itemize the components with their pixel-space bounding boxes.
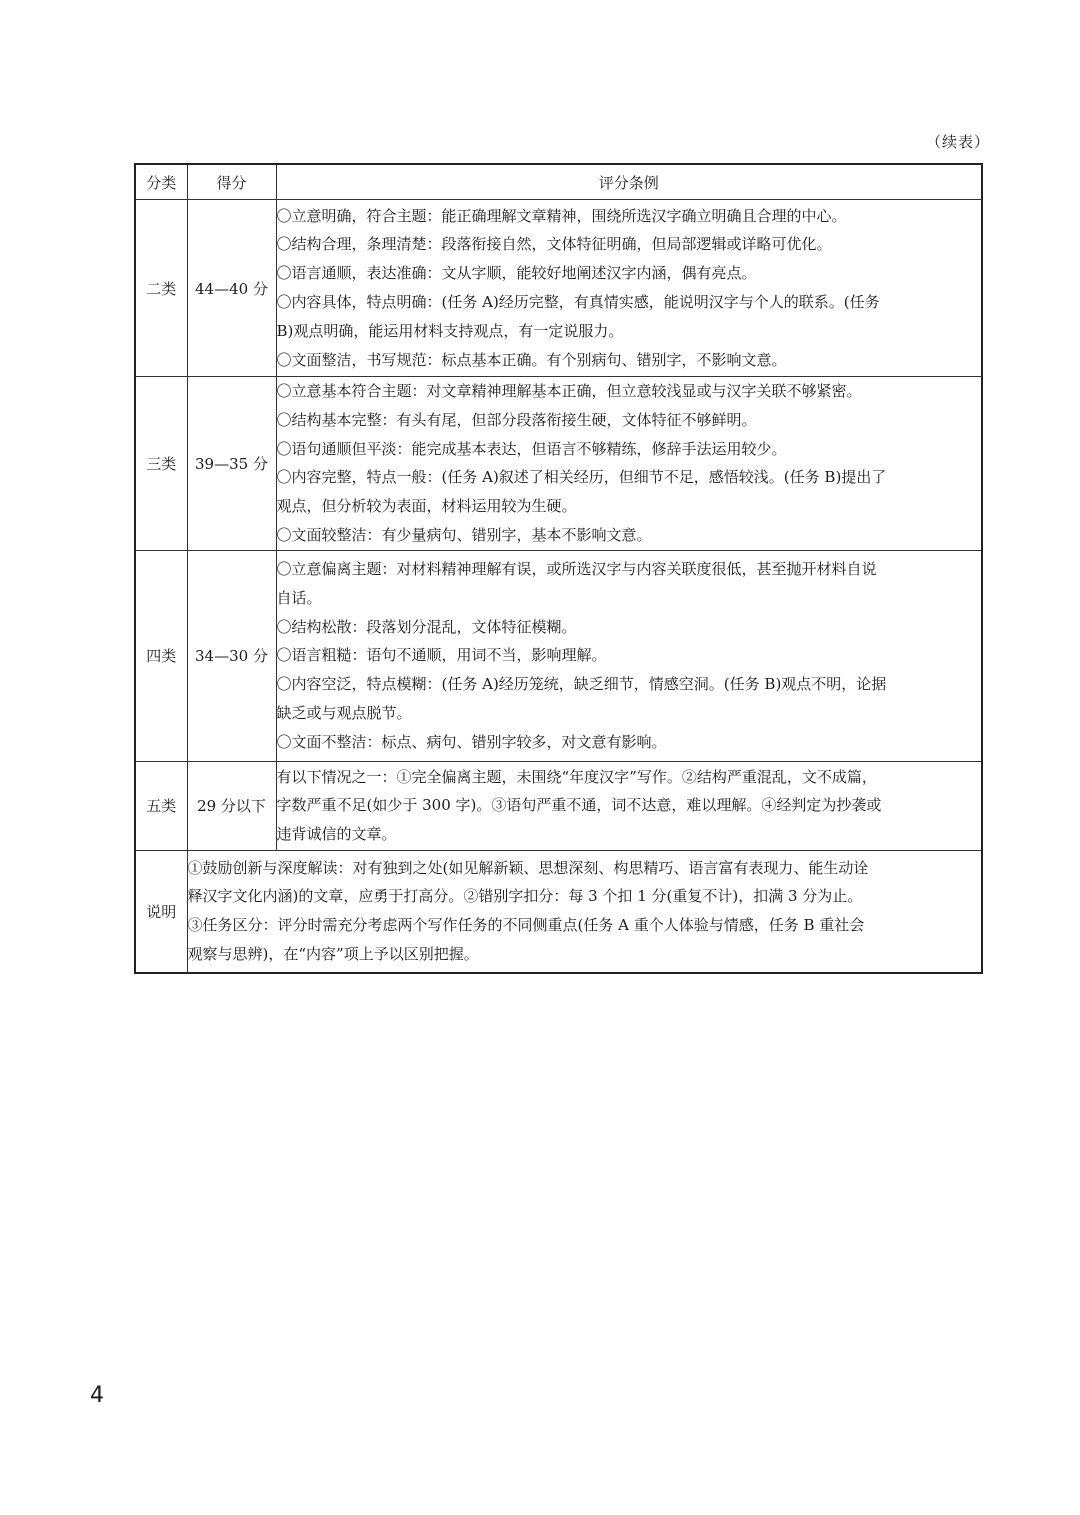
- note-line: 释汉字文化内涵)的文章，应勇于打高分。②错别字扣分：每 3 个扣 1 分(重复不计)，扣满 3 分为止。: [187, 887, 863, 906]
- note-line: ③任务区分：评分时需充分考虑两个写作任务的不同侧重点(任务 A 重个人体验与情感，任务 B 重社会: [187, 916, 865, 935]
- criteria-line: 〇文面不整洁：标点、病句、错别字较多，对文意有影响。: [276, 732, 667, 751]
- row-category: 五类: [135, 761, 187, 850]
- note-line: ①鼓励创新与深度解读：对有独到之处(如见解新颖、思想深刻、构思精巧、语言富有表现力、能生动诠: [187, 858, 869, 877]
- note-line: 观察与思辨)，在“内容”项上予以区别把握。: [187, 945, 479, 964]
- row-category: 四类: [135, 550, 187, 761]
- criteria-line: 〇文面整洁，书写规范：标点基本正确。有个别病句、错别字，不影响文意。: [276, 350, 787, 369]
- criteria-line: 〇内容空泛，特点模糊：(任务 A)经历笼统，缺乏细节，情感空洞。(任务 B)观点不明，论据: [276, 675, 887, 694]
- criteria-line: 〇语言粗糙：语句不通顺，用词不当，影响理解。: [276, 646, 607, 665]
- row-criteria: [276, 550, 982, 761]
- criteria-line: 〇内容完整，特点一般：(任务 A)叙述了相关经历，但细节不足，感悟较浅。(任务 B)提出了: [276, 468, 887, 487]
- row-category: 二类: [135, 200, 187, 377]
- criteria-line: 〇立意基本符合主题：对文章精神理解基本正确，但立意较浅显或与汉字关联不够紧密。: [276, 382, 862, 400]
- row-criteria: [276, 200, 982, 377]
- note-category: 说明: [135, 850, 187, 973]
- criteria-line: 〇立意偏离主题：对材料精神理解有误，或所选汉字与内容关联度很低，甚至抛开材料自说: [276, 559, 877, 578]
- criteria-line: 〇结构基本完整：有头有尾，但部分段落衔接生硬，文体特征不够鲜明。: [276, 410, 757, 429]
- criteria-line: 〇内容具体，特点明确：(任务 A)经历完整，有真情实感，能说明汉字与个人的联系。(任务: [276, 293, 880, 311]
- page-number: 4: [90, 1383, 104, 1408]
- table-row: [135, 377, 982, 551]
- row-score: 39—35 分: [187, 377, 276, 551]
- header-category: 分类: [135, 164, 187, 200]
- table-row-note: [135, 850, 982, 973]
- table-row: [135, 550, 982, 761]
- criteria-line: 〇语言通顺，表达准确：文从字顺，能较好地阐述汉字内涵，偶有亮点。: [276, 264, 757, 283]
- criteria-line: 〇立意明确，符合主题：能正确理解文章精神，围绕所选汉字确立明确且合理的中心。: [276, 206, 847, 225]
- criteria-line: 自话。: [276, 588, 322, 607]
- table-row: [135, 761, 982, 850]
- header-score: 得分: [187, 164, 276, 200]
- row-score: 34—30 分: [187, 550, 276, 761]
- note-text: [187, 850, 982, 973]
- row-score: 44—40 分: [187, 200, 276, 377]
- criteria-line: 〇结构合理，条理清楚：段落衔接自然，文体特征明确，但局部逻辑或详略可优化。: [276, 235, 832, 254]
- criteria-line: 〇语句通顺但平淡：能完成基本表达，但语言不够精练，修辞手法运用较少。: [276, 439, 787, 458]
- header-criteria: 评分条例: [276, 164, 982, 200]
- criteria-line: 缺乏或与观点脱节。: [276, 703, 412, 722]
- row-criteria: [276, 377, 982, 551]
- criteria-line: 〇文面较整洁：有少量病句、错别字，基本不影响文意。: [276, 525, 652, 544]
- criteria-line: 字数严重不足(如少于 300 字)。③语句严重不通，词不达意，难以理解。④经判定为抄袭或: [276, 796, 882, 815]
- row-category: 三类: [135, 377, 187, 551]
- continuation-note: （续表）: [925, 133, 990, 151]
- scoring-table: [134, 163, 983, 974]
- row-score: 29 分以下: [187, 761, 276, 850]
- criteria-line: 违背诚信的文章。: [276, 825, 397, 844]
- criteria-line: 有以下情况之一：①完全偏离主题，未围绕“年度汉字”写作。②结构严重混乱，文不成篇，: [276, 767, 877, 786]
- criteria-line: 〇结构松散：段落划分混乱，文体特征模糊。: [276, 617, 577, 636]
- table-header-row: [135, 164, 982, 200]
- table-row: [135, 200, 982, 377]
- criteria-line: 观点，但分析较为表面，材料运用较为生硬。: [276, 497, 577, 516]
- criteria-line: B)观点明确，能运用材料支持观点，有一定说服力。: [276, 321, 624, 340]
- row-criteria: [276, 761, 982, 850]
